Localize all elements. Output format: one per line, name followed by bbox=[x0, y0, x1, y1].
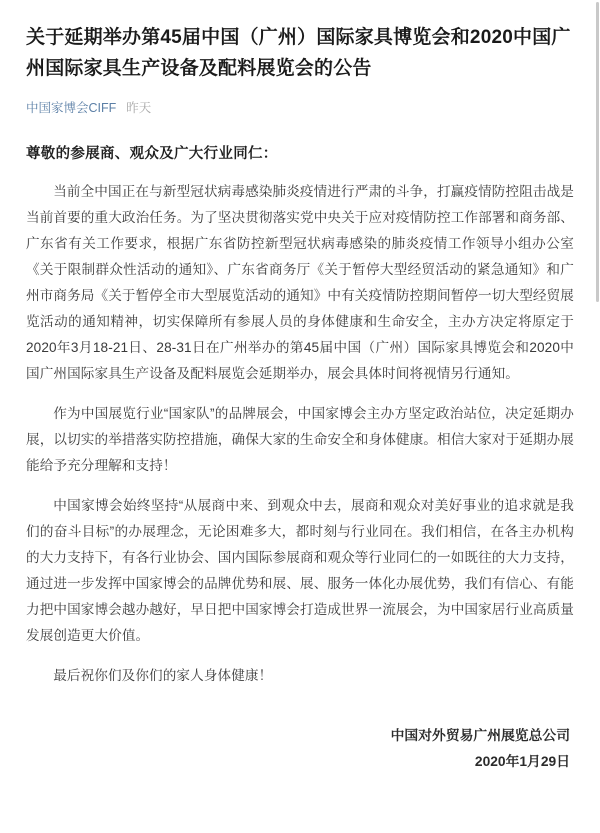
signature-date: 2020年1月29日 bbox=[474, 754, 570, 769]
bottom-spacer bbox=[26, 775, 574, 833]
scrollbar[interactable] bbox=[595, 0, 600, 755]
signature-organization: 中国对外贸易广州展览总公司 bbox=[390, 728, 570, 743]
body-paragraph: 当前全中国正在与新型冠状病毒感染肺炎疫情进行严肃的斗争，打赢疫情防控阻击战是当前首要的重大政治任务。为了坚决贯彻落实党中央关于应对疫情防控工作部署和商务部、广东省有关工作要求，根据广东省防控新型冠状病毒感染的肺炎疫情工作领导小组办公室《关于限制群众性活动的通知》、广东省商务厅《关于暂停大型经贸活动的紧急通知》和广州市商务局《关于暂停全市大型展览活动的通知》中有关疫情防控期间暂停一切大型经贸展览活动的通知精神，切实保障所有参展人员的身体健康和生命安全，主办方决定将原定于2020年3月18-21日、28-31日在广州举办的第45届中国（广州）国际家具博览会和2020中国广州国际家具生产设备及配料展览会延期举办，展会具体时间将视情另行通知。 bbox=[26, 184, 574, 381]
body-paragraph: 作为中国展览行业“国家队”的品牌展会，中国家博会主办方坚定政治站位，决定延期办展，以切实的举措落实防控措施，确保大家的生命安全和身体健康。相信大家对于延期办展能给予充分理解和支持！ bbox=[26, 406, 574, 473]
body-paragraph: 中国家博会始终坚持“从展商中来、到观众中去，展商和观众对美好事业的追求就是我们的奋斗目标”的办展理念，无论困难多大，都时刻与行业同在。我们相信，在各主办机构的大力支持下，有各行业协会、国内国际参展商和观众等行业同仁的一如既往的大力支持，通过进一步发挥中国家博会的品牌优势和展、展、服务一体化办展优势，我们有信心、有能力把中国家博会越办越好，早日把中国家博会打造成世界一流展会，为中国家居行业高质量发展创造更大价值。 bbox=[26, 498, 574, 643]
signature-block bbox=[26, 723, 574, 775]
page-title: 关于延期举办第45届中国（广州）国际家具博览会和2020中国广州国际家具生产设备及配料展览会的公告 bbox=[26, 27, 571, 79]
account-name[interactable]: 中国家博会CIFF bbox=[26, 101, 117, 115]
salutation: 尊敬的参展商、观众及广大行业同仁： bbox=[26, 146, 278, 162]
body-paragraph: 最后祝你们及你们的家人身体健康！ bbox=[53, 668, 273, 683]
article-meta bbox=[26, 98, 574, 116]
scrollbar-thumb[interactable] bbox=[596, 2, 599, 302]
publish-time: 昨天 bbox=[126, 101, 152, 115]
